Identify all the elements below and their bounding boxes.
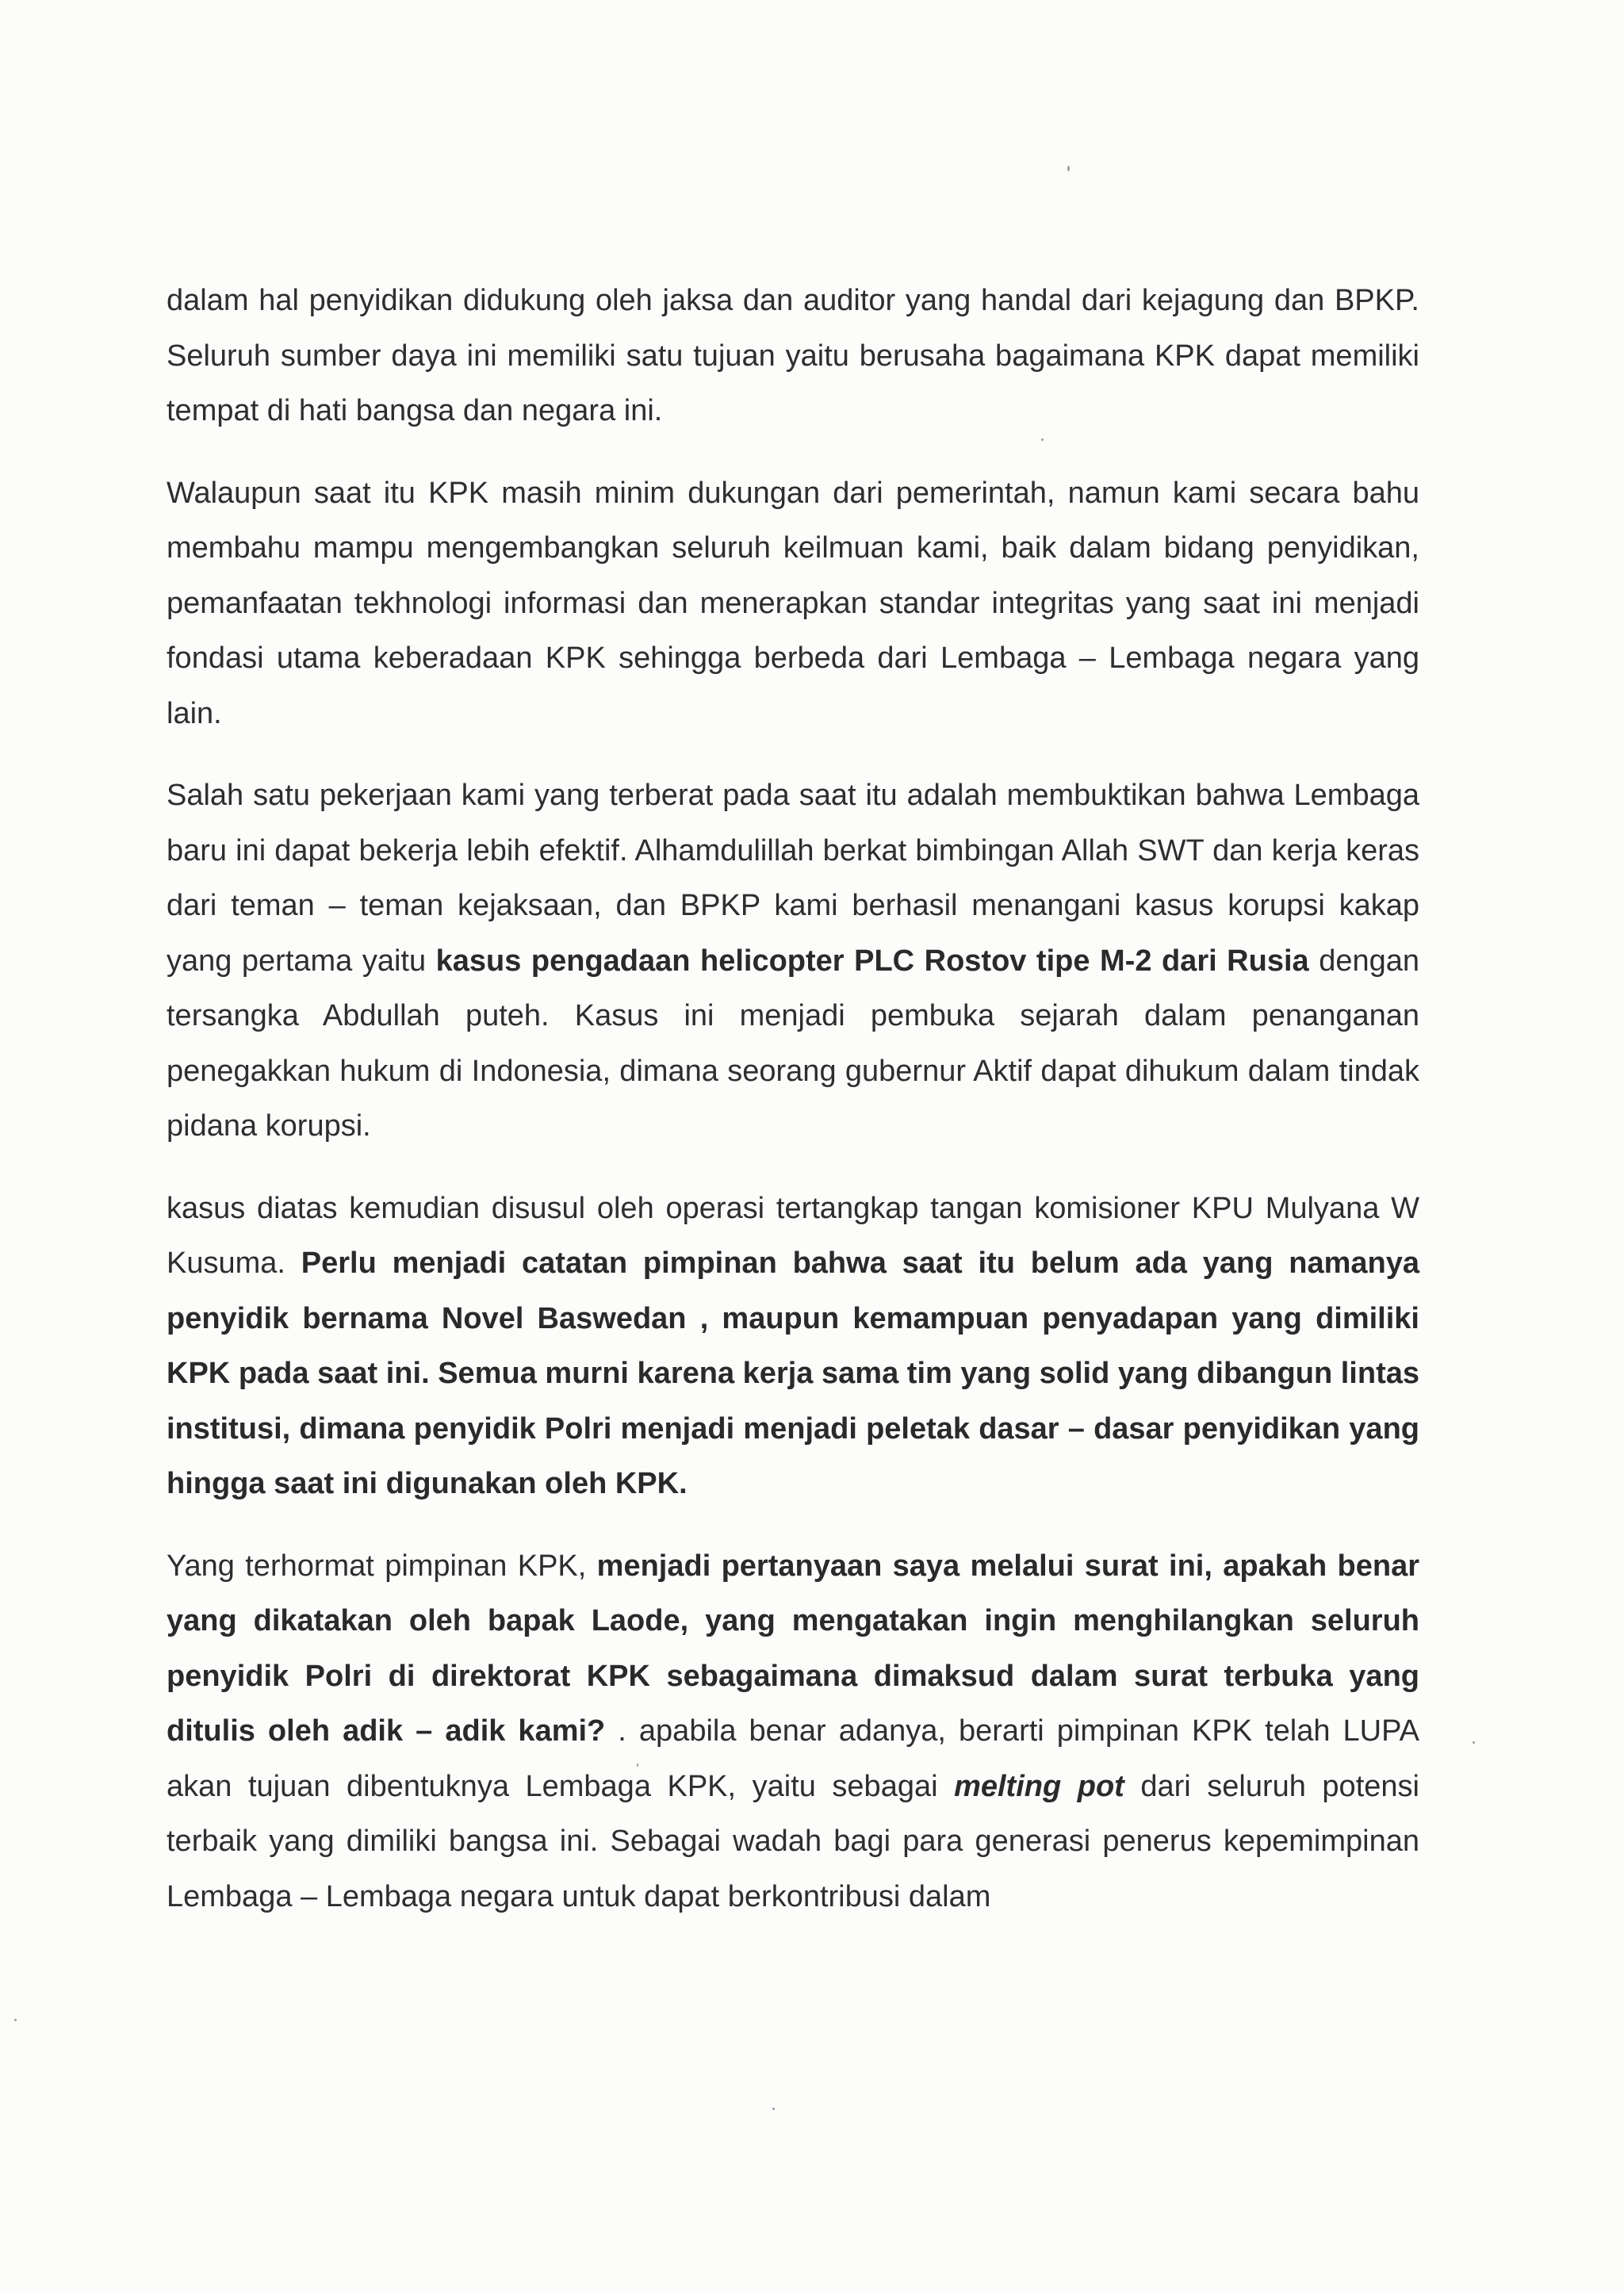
paragraph-text: dari seluruh potensi terbaik yang dimiliki bangsa ini. Sebagai wadah bagi para generasi penerus kepemimpinan Lembaga – Lembaga negara untuk dapat berkontribusi dalam [167,1769,1419,1913]
paragraph-text: . apabila benar adanya, berarti pimpinan KPK telah LUPA akan tujuan dibentuknya Lembaga KPK, yaitu sebagai [167,1714,1419,1803]
paragraph-text: dalam hal penyidikan didukung oleh jaksa dan auditor yang handal dari kejagung dan BPKP. Seluruh sumber daya ini memiliki satu tujuan yaitu berusaha bagaimana KPK dapat memiliki tempat di hati bangsa dan negara ini. [167,284,1419,427]
paragraph-text: Salah satu pekerjaan kami yang terberat pada saat itu adalah membuktikan bahwa Lembaga baru ini dapat bekerja lebih efektif. Alhamdulillah berkat bimbingan Allah SWT dan kerja keras dari teman – teman kejaksaan, dan BPKP kami berhasil menangani kasus korupsi kakap yang pertama yaitu [167,779,1419,978]
bold-text: menjadi pertanyaan saya melalui surat ini, apakah benar yang dikatakan oleh bapak Laode, yang mengatakan ingin menghilangkan seluruh penyidik Polri di direktorat KPK sebagaimana dimaksud dalam surat terbuka yang ditulis oleh adik – adik kami? [167,1549,1420,1748]
paragraph-5 [167,1539,1419,1925]
letter-body [167,274,1419,1951]
paragraph-text: dengan tersangka Abdullah puteh. Kasus ini menjadi pembuka sejarah dalam penanganan penegakkan hukum di Indonesia, dimana seorang gubernur Aktif dapat dihukum dalam tindak pidana korupsi. [167,944,1419,1143]
bold-text: kasus pengadaan helicopter PLC Rostov tipe M-2 dari Rusia [435,944,1309,978]
paragraph-text: Yang terhormat pimpinan KPK, [167,1549,597,1583]
paragraph-2 [167,466,1419,742]
scan-speck [1067,166,1070,171]
paragraph-text: Walaupun saat itu KPK masih minim dukungan dari pemerintah, namun kami secara bahu membahu mampu mengembangkan seluruh keilmuan kami, baik dalam bidang penyidikan, pemanfaatan tekhnologi informasi dan menerapkan standar integritas yang saat ini menjadi fondasi utama keberadaan KPK sehingga berbeda dari Lembaga – Lembaga negara yang lain. [167,476,1419,730]
bold-text: Perlu menjadi catatan pimpinan bahwa saat itu belum ada yang namanya penyidik bernama Novel Baswedan , maupun kemampuan penyadapan yang dimiliki KPK pada saat ini. Semua murni karena kerja sama tim yang solid yang dibangun lintas institusi, dimana penyidik Polri menjadi menjadi peletak dasar – dasar penyidikan yang hingga saat ini digunakan oleh KPK. [167,1247,1419,1500]
scan-speck [1473,1741,1475,1744]
scan-speck [772,2108,775,2110]
paragraph-4 [167,1181,1419,1512]
paragraph-3 [167,768,1419,1155]
scan-speck [14,2019,17,2021]
paragraph-text: kasus diatas kemudian disusul oleh operasi tertangkap tangan komisioner KPU Mulyana W Kusuma. [167,1191,1419,1280]
paragraph-1 [167,274,1419,439]
bold-italic-text: melting pot [954,1769,1124,1803]
